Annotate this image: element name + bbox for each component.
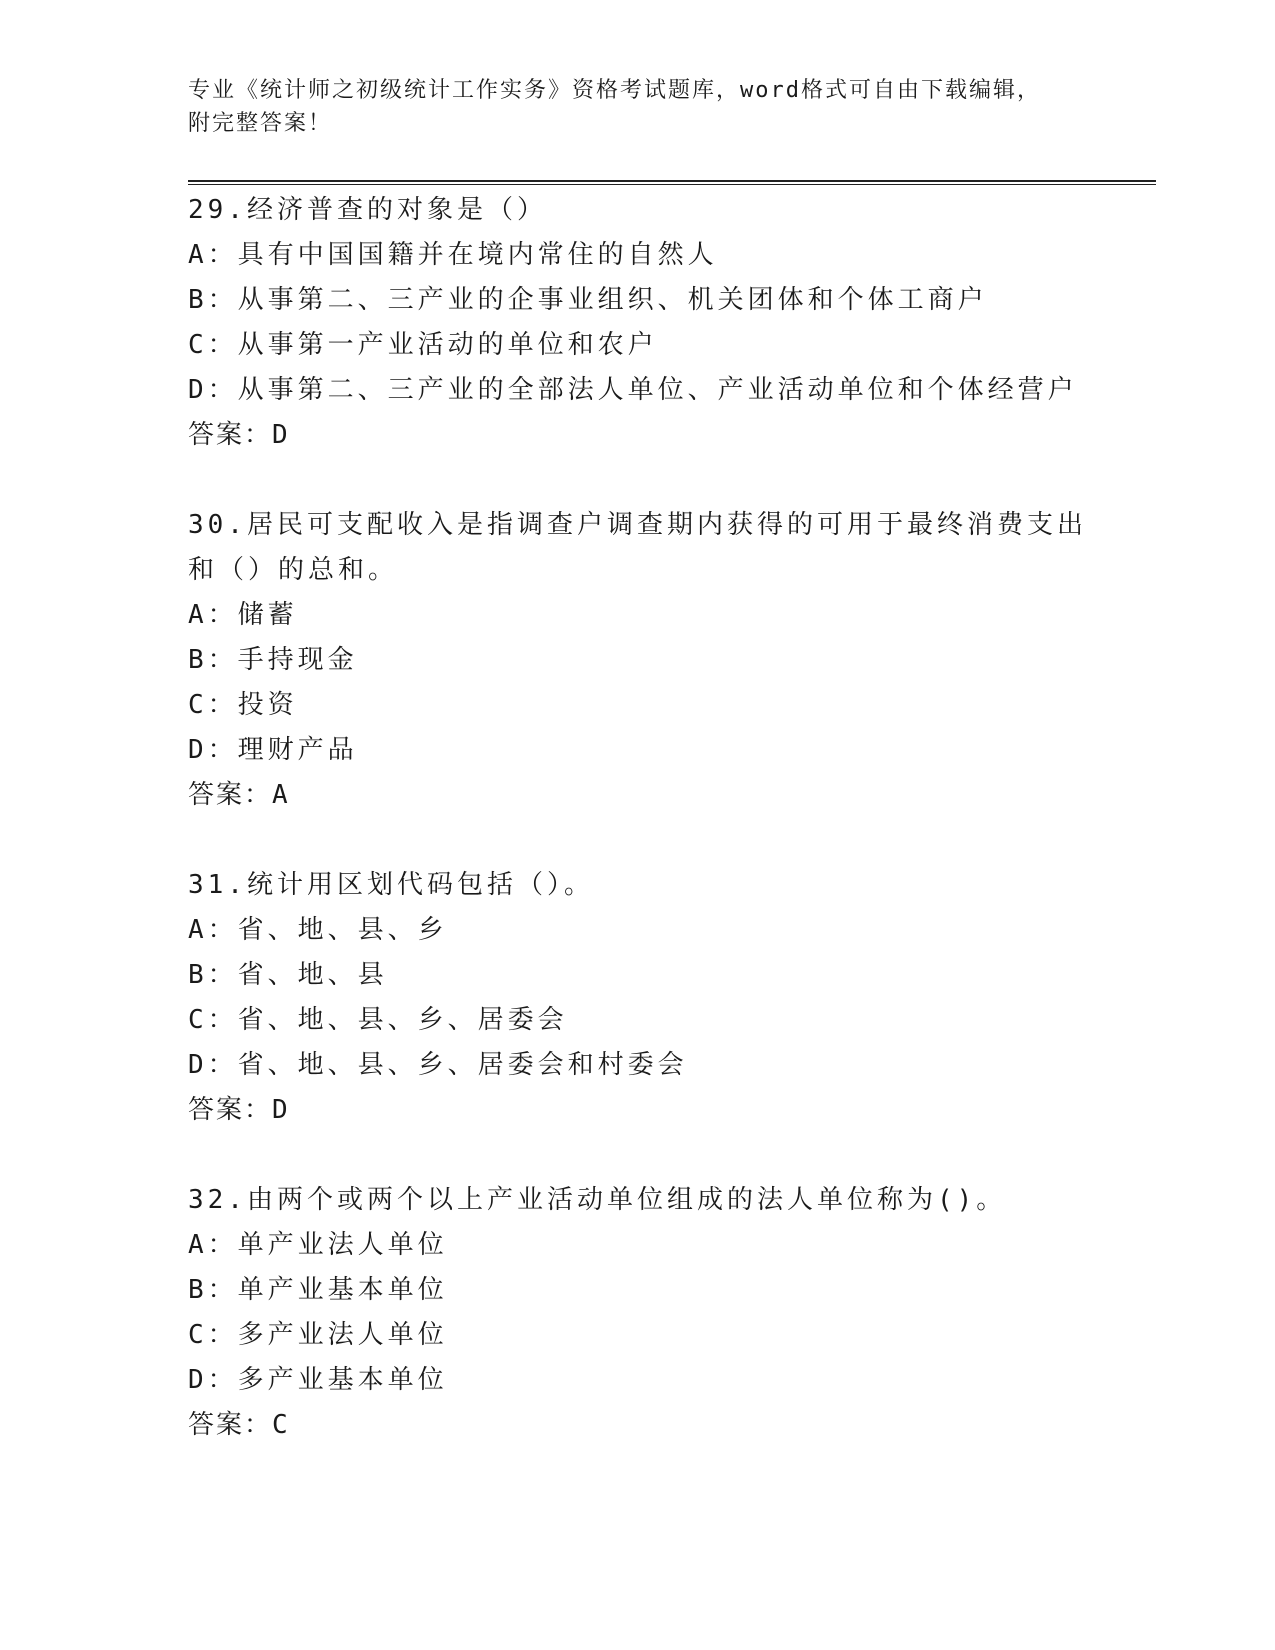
question-stem: 30.居民可支配收入是指调查户调查期内获得的可用于最终消费支出和（）的总和。 (188, 510, 1087, 585)
question-list (188, 188, 1088, 1448)
option-b: B：省、地、县 (188, 960, 388, 990)
option-b: B：单产业基本单位 (188, 1275, 448, 1305)
answer-label: 答案： (188, 780, 273, 810)
header-divider-thick (188, 180, 1156, 182)
option-a: A：具有中国国籍并在境内常住的自然人 (188, 240, 718, 270)
question-stem: 29.经济普查的对象是（） (188, 195, 547, 225)
question-32 (188, 1178, 1088, 1448)
option-d: D：多产业基本单位 (188, 1365, 448, 1395)
option-c: C：省、地、县、乡、居委会 (188, 1005, 568, 1035)
answer-line (188, 413, 1088, 458)
answer-value: C (272, 1410, 290, 1440)
answer-line (188, 773, 1088, 818)
header-divider-thin (188, 184, 1156, 185)
answer-value: D (272, 1095, 290, 1125)
question-stem: 31.统计用区划代码包括（）。 (188, 870, 594, 900)
option-c: C：从事第一产业活动的单位和农户 (188, 330, 658, 360)
question-stem: 32.由两个或两个以上产业活动单位组成的法人单位称为()。 (188, 1185, 1007, 1215)
option-d: D：省、地、县、乡、居委会和村委会 (188, 1050, 688, 1080)
option-a: A：单产业法人单位 (188, 1230, 448, 1260)
document-header (188, 74, 1088, 140)
question-30 (188, 503, 1088, 818)
option-c: C：多产业法人单位 (188, 1320, 448, 1350)
option-c: C：投资 (188, 690, 298, 720)
question-29 (188, 188, 1088, 458)
answer-label: 答案： (188, 1095, 273, 1125)
option-b: B：手持现金 (188, 645, 358, 675)
answer-value: A (272, 780, 290, 810)
header-line-1: 专业《统计师之初级统计工作实务》资格考试题库，word格式可自由下载编辑， (188, 78, 1041, 103)
answer-line (188, 1403, 1088, 1448)
answer-label: 答案： (188, 420, 273, 450)
option-d: D：从事第二、三产业的全部法人单位、产业活动单位和个体经营户 (188, 375, 1078, 405)
answer-label: 答案： (188, 1410, 273, 1440)
question-31 (188, 863, 1088, 1133)
option-a: A：省、地、县、乡 (188, 915, 448, 945)
option-d: D：理财产品 (188, 735, 358, 765)
option-b: B：从事第二、三产业的企事业组织、机关团体和个体工商户 (188, 285, 988, 315)
header-line-2: 附完整答案！ (188, 111, 333, 136)
answer-line (188, 1088, 1088, 1133)
option-a: A：储蓄 (188, 600, 298, 630)
answer-value: D (272, 420, 290, 450)
